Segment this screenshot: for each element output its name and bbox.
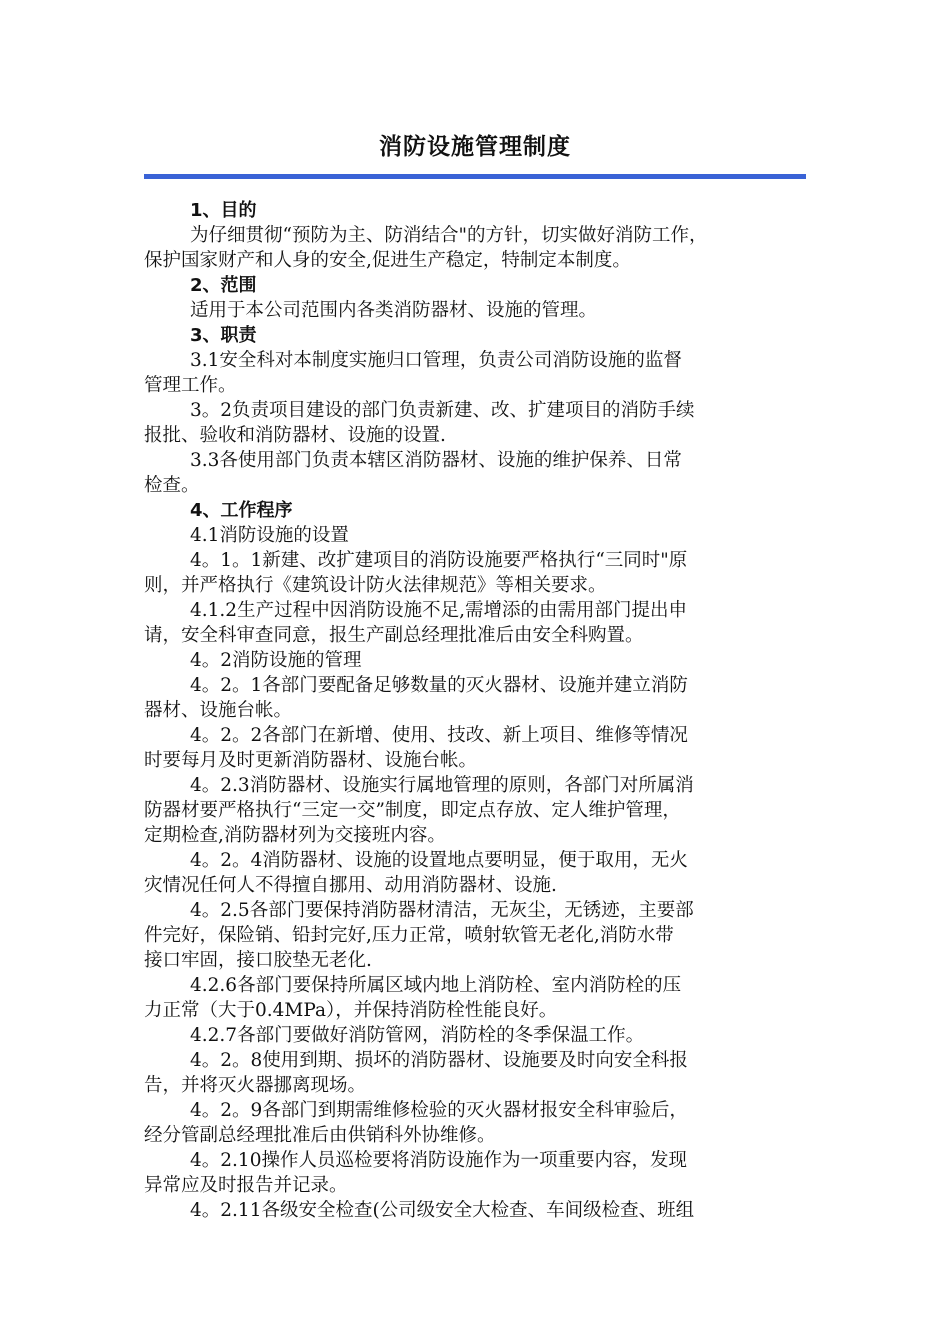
body-text-line: 器材、设施台帐。	[144, 700, 293, 721]
body-text-line: 4。2。1各部门要配备足够数量的灭火器材、设施并建立消防	[190, 675, 688, 696]
section-heading: 4、工作程序	[190, 500, 293, 521]
body-text-line: 请，安全科审查同意，报生产副总经理批准后由安全科购置。	[144, 625, 644, 646]
body-text-line: 灾情况任何人不得擅自挪用、动用消防器材、设施.	[144, 875, 557, 896]
body-text-line: 4.1消防设施的设置	[190, 525, 349, 546]
body-text-line: 管理工作。	[144, 375, 237, 396]
body-text-line: 适用于本公司范围内各类消防器材、设施的管理。	[190, 300, 598, 321]
section-heading: 1、目的	[190, 200, 257, 221]
page-title: 消防设施管理制度	[379, 134, 571, 160]
body-text-line: 防器材要严格执行“三定一交”制度，即定点存放、定人维护管理，	[144, 800, 681, 821]
body-text-line: 4。2。8使用到期、损坏的消防器材、设施要及时向安全科报	[190, 1050, 688, 1071]
body-text-line: 4。1。1新建、改扩建项目的消防设施要严格执行“三同时"原	[190, 550, 688, 571]
body-text-line: 力正常（大于0.4MPa），并保持消防栓性能良好。	[144, 1000, 558, 1021]
body-text-line: 异常应及时报告并记录。	[144, 1175, 348, 1196]
body-text-line: 4.1.2生产过程中因消防设施不足,需增添的由需用部门提出申	[190, 600, 687, 621]
body-text-line: 时要每月及时更新消防器材、设施台帐。	[144, 750, 478, 771]
body-text-line: 接口牢固，接口胶垫无老化.	[144, 950, 372, 971]
body-text-line: 4.2.6各部门要保持所属区域内地上消防栓、室内消防栓的压	[190, 975, 682, 996]
body-text-line: 4.2.7各部门要做好消防管网，消防栓的冬季保温工作。	[190, 1025, 645, 1046]
body-text-line: 3.1安全科对本制度实施归口管理，负责公司消防设施的监督	[190, 350, 682, 371]
section-heading: 2、范围	[190, 275, 257, 296]
body-text-line: 件完好，保险销、铅封完好,压力正常，喷射软管无老化,消防水带	[144, 925, 674, 946]
document-body	[144, 198, 814, 1223]
body-text-line: 3.3各使用部门负责本辖区消防器材、设施的维护保养、日常	[190, 450, 682, 471]
body-text-line: 4。2。4消防器材、设施的设置地点要明显，便于取用，无火	[190, 850, 688, 871]
body-text-line: 4。2.11各级安全检查(公司级安全大检查、车间级检查、班组	[190, 1200, 695, 1221]
body-text-line: 定期检查,消防器材列为交接班内容。	[144, 825, 446, 846]
body-text-line: 保护国家财产和人身的安全,促进生产稳定，特制定本制度。	[144, 250, 631, 271]
body-text-line: 4。2。2各部门在新增、使用、技改、新上项目、维修等情况	[190, 725, 688, 746]
body-text-line: 检查。	[144, 475, 200, 496]
title-underline-rule	[144, 174, 806, 179]
body-text-line: 4。2.5各部门要保持消防器材清洁，无灰尘，无锈迹，主要部	[190, 900, 694, 921]
body-text-line: 告，并将灭火器挪离现场。	[144, 1075, 367, 1096]
body-text-line: 报批、验收和消防器材、设施的设置.	[144, 425, 446, 446]
body-text-line: 经分管副总经理批准后由供销科外协维修。	[144, 1125, 496, 1146]
section-heading: 3、职责	[190, 325, 257, 346]
body-text-line: 3。2负责项目建设的部门负责新建、改、扩建项目的消防手续	[190, 400, 695, 421]
body-text-line: 4。2消防设施的管理	[190, 650, 362, 671]
body-text-line: 则，并严格执行《建筑设计防火法律规范》等相关要求。	[144, 575, 607, 596]
body-text-line: 为仔细贯彻“预防为主、防消结合"的方针，切实做好消防工作，	[190, 225, 708, 246]
body-text-line: 4。2。9各部门到期需维修检验的灭火器材报安全科审验后，	[190, 1100, 688, 1121]
body-text-line: 4。2.3消防器材、设施实行属地管理的原则，各部门对所属消	[190, 775, 694, 796]
body-text-line: 4。2.10操作人员巡检要将消防设施作为一项重要内容，发现	[190, 1150, 687, 1171]
